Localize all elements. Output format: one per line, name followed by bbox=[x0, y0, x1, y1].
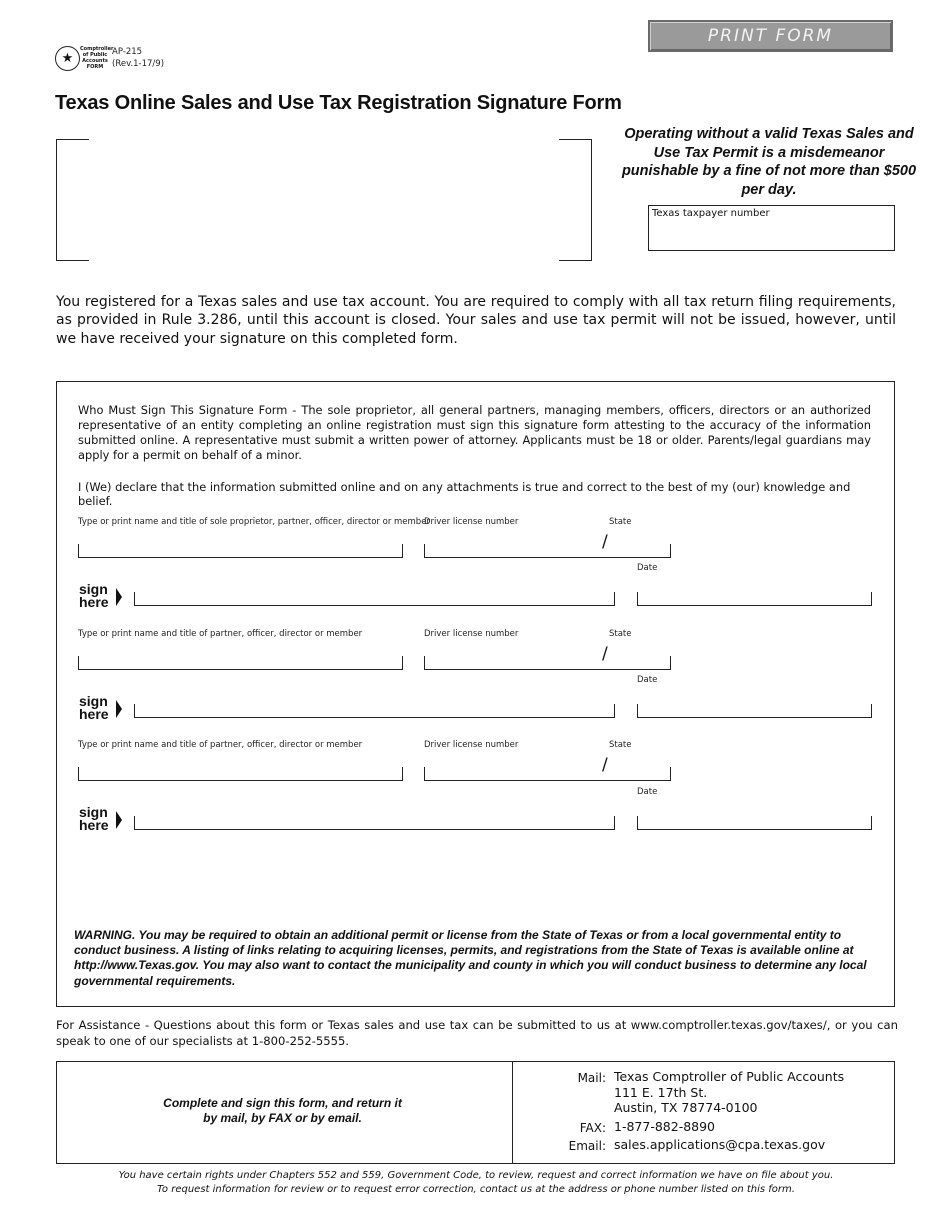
driver-license-label: Driver license number bbox=[424, 740, 519, 750]
rights-line2: To request information for review or to request error correction, contact us at the address or phone number listed on this form. bbox=[157, 1184, 795, 1195]
return-instructions-line2: by mail, by FAX or by email. bbox=[203, 1111, 362, 1125]
signer-name-label: Type or print name and title of partner, officer, director or member bbox=[78, 629, 363, 639]
state-label: State bbox=[609, 740, 632, 750]
license-state-separator: / bbox=[602, 644, 608, 664]
date-label: Date bbox=[637, 675, 658, 685]
intro-paragraph: You registered for a Texas sales and use tax account. You are required to comply with all tax return filing requirements, as provided in Rule 3.286, until this account is closed. Your sales and use tax permit will not be issued, however, until we have received your signature on this completed form. bbox=[56, 294, 896, 347]
signer-name-label: Type or print name and title of partner, officer, director or member bbox=[78, 740, 363, 750]
mail-label: Mail: bbox=[577, 1071, 606, 1085]
assistance-text: For Assistance - Questions about this form or Texas sales and use tax can be submitted to us at www.comptroller.texas.gov/taxes/, or you can speak to one of our specialists at 1-800-252-5555. bbox=[56, 1018, 898, 1048]
license-state-separator: / bbox=[602, 755, 608, 775]
signature-input[interactable] bbox=[134, 592, 615, 606]
mail-line2: 111 E. 17th St. bbox=[614, 1084, 708, 1100]
sign-here-label bbox=[79, 695, 109, 721]
signature-input[interactable] bbox=[134, 704, 615, 718]
who-must-sign-paragraph: Who Must Sign This Signature Form - The sole proprietor, all general partners, managing members, officers, directors or an authorized representative of an entity completing an online registration must sign this signature form attesting to the accuracy of the information submitted online. A representative must submit a written power of attorney. Applicants must be 18 or older. Parents/legal guardians may apply for a permit on behalf of a minor. bbox=[78, 403, 871, 462]
state-label: State bbox=[609, 629, 632, 639]
signer-name-label: Type or print name and title of sole proprietor, partner, officer, director or member bbox=[78, 517, 430, 527]
driver-license-input[interactable] bbox=[424, 656, 671, 670]
mail-line3: Austin, TX 78774-0100 bbox=[614, 1100, 758, 1115]
signer-name-input[interactable] bbox=[78, 767, 403, 781]
signature-input[interactable] bbox=[134, 816, 615, 830]
seal-caption: Comptroller of Public Accounts FORM bbox=[80, 46, 114, 70]
rights-notice bbox=[56, 1169, 896, 1197]
misdemeanor-warning: Operating without a valid Texas Sales and Use Tax Permit is a misdemeanor punishable by a fine of not more than $500 per day. bbox=[621, 126, 917, 198]
here-word: here bbox=[79, 594, 109, 610]
fax-label: FAX: bbox=[579, 1121, 606, 1135]
date-label: Date bbox=[637, 787, 658, 797]
driver-license-label: Driver license number bbox=[424, 629, 519, 639]
form-number: AP-215 bbox=[112, 47, 143, 57]
form-code bbox=[112, 46, 164, 70]
mail-address bbox=[614, 1069, 844, 1116]
sign-here-arrow-icon bbox=[116, 811, 122, 829]
address-window-left-bracket bbox=[56, 139, 89, 261]
sign-here-label bbox=[79, 583, 109, 609]
date-label: Date bbox=[637, 563, 658, 573]
fax-number: 1-877-882-8890 bbox=[614, 1119, 716, 1134]
driver-license-label: Driver license number bbox=[424, 517, 519, 527]
return-instructions bbox=[130, 1096, 435, 1126]
comptroller-seal-icon: ★ bbox=[55, 46, 80, 71]
form-revision: (Rev.1-17/9) bbox=[112, 59, 165, 69]
date-input[interactable] bbox=[637, 816, 872, 830]
license-state-separator: / bbox=[602, 532, 608, 552]
date-input[interactable] bbox=[637, 592, 872, 606]
page-title: Texas Online Sales and Use Tax Registration Signature Form bbox=[55, 92, 622, 114]
here-word: here bbox=[79, 817, 109, 833]
signer-name-input[interactable] bbox=[78, 656, 403, 670]
taxpayer-number-field[interactable] bbox=[648, 205, 895, 251]
sign-here-arrow-icon bbox=[116, 588, 122, 606]
signer-name-input[interactable] bbox=[78, 544, 403, 558]
print-form-button[interactable]: PRINT FORM bbox=[648, 20, 893, 52]
here-word: here bbox=[79, 706, 109, 722]
taxpayer-number-label: Texas taxpayer number bbox=[652, 208, 770, 219]
date-input[interactable] bbox=[637, 704, 872, 718]
sign-here-arrow-icon bbox=[116, 700, 122, 718]
sign-word: sign bbox=[79, 693, 108, 709]
licensing-warning: WARNING. You may be required to obtain an additional permit or license from the State of Texas or from a local governmental entity to conduct business. A listing of links relating to acquiring licenses, permits, and registrations from the State of Texas is available online at http://www.Texas.gov. You may also want to contact the municipality and county in which you will conduct business to determine any local governmental requirements. bbox=[74, 928, 867, 988]
driver-license-input[interactable] bbox=[424, 544, 671, 558]
rights-line1: You have certain rights under Chapters 552 and 559, Government Code, to review, request and correct information we have on file about you. bbox=[118, 1170, 834, 1181]
email-address[interactable]: sales.applications@cpa.texas.gov bbox=[614, 1137, 826, 1152]
declaration-text: I (We) declare that the information submitted online and on any attachments is true and correct to the best of my (our) knowledge and belief. bbox=[78, 480, 851, 508]
sign-word: sign bbox=[79, 804, 108, 820]
driver-license-input[interactable] bbox=[424, 767, 671, 781]
sign-word: sign bbox=[79, 581, 108, 597]
address-window-right-bracket bbox=[559, 139, 592, 261]
return-instructions-line1: Complete and sign this form, and return it bbox=[163, 1096, 402, 1110]
signature-section-box bbox=[56, 381, 895, 1007]
mail-line1: Texas Comptroller of Public Accounts bbox=[614, 1069, 845, 1084]
sign-here-label bbox=[79, 806, 109, 832]
email-label: Email: bbox=[568, 1139, 606, 1153]
state-label: State bbox=[609, 517, 632, 527]
return-box-divider bbox=[512, 1061, 513, 1164]
